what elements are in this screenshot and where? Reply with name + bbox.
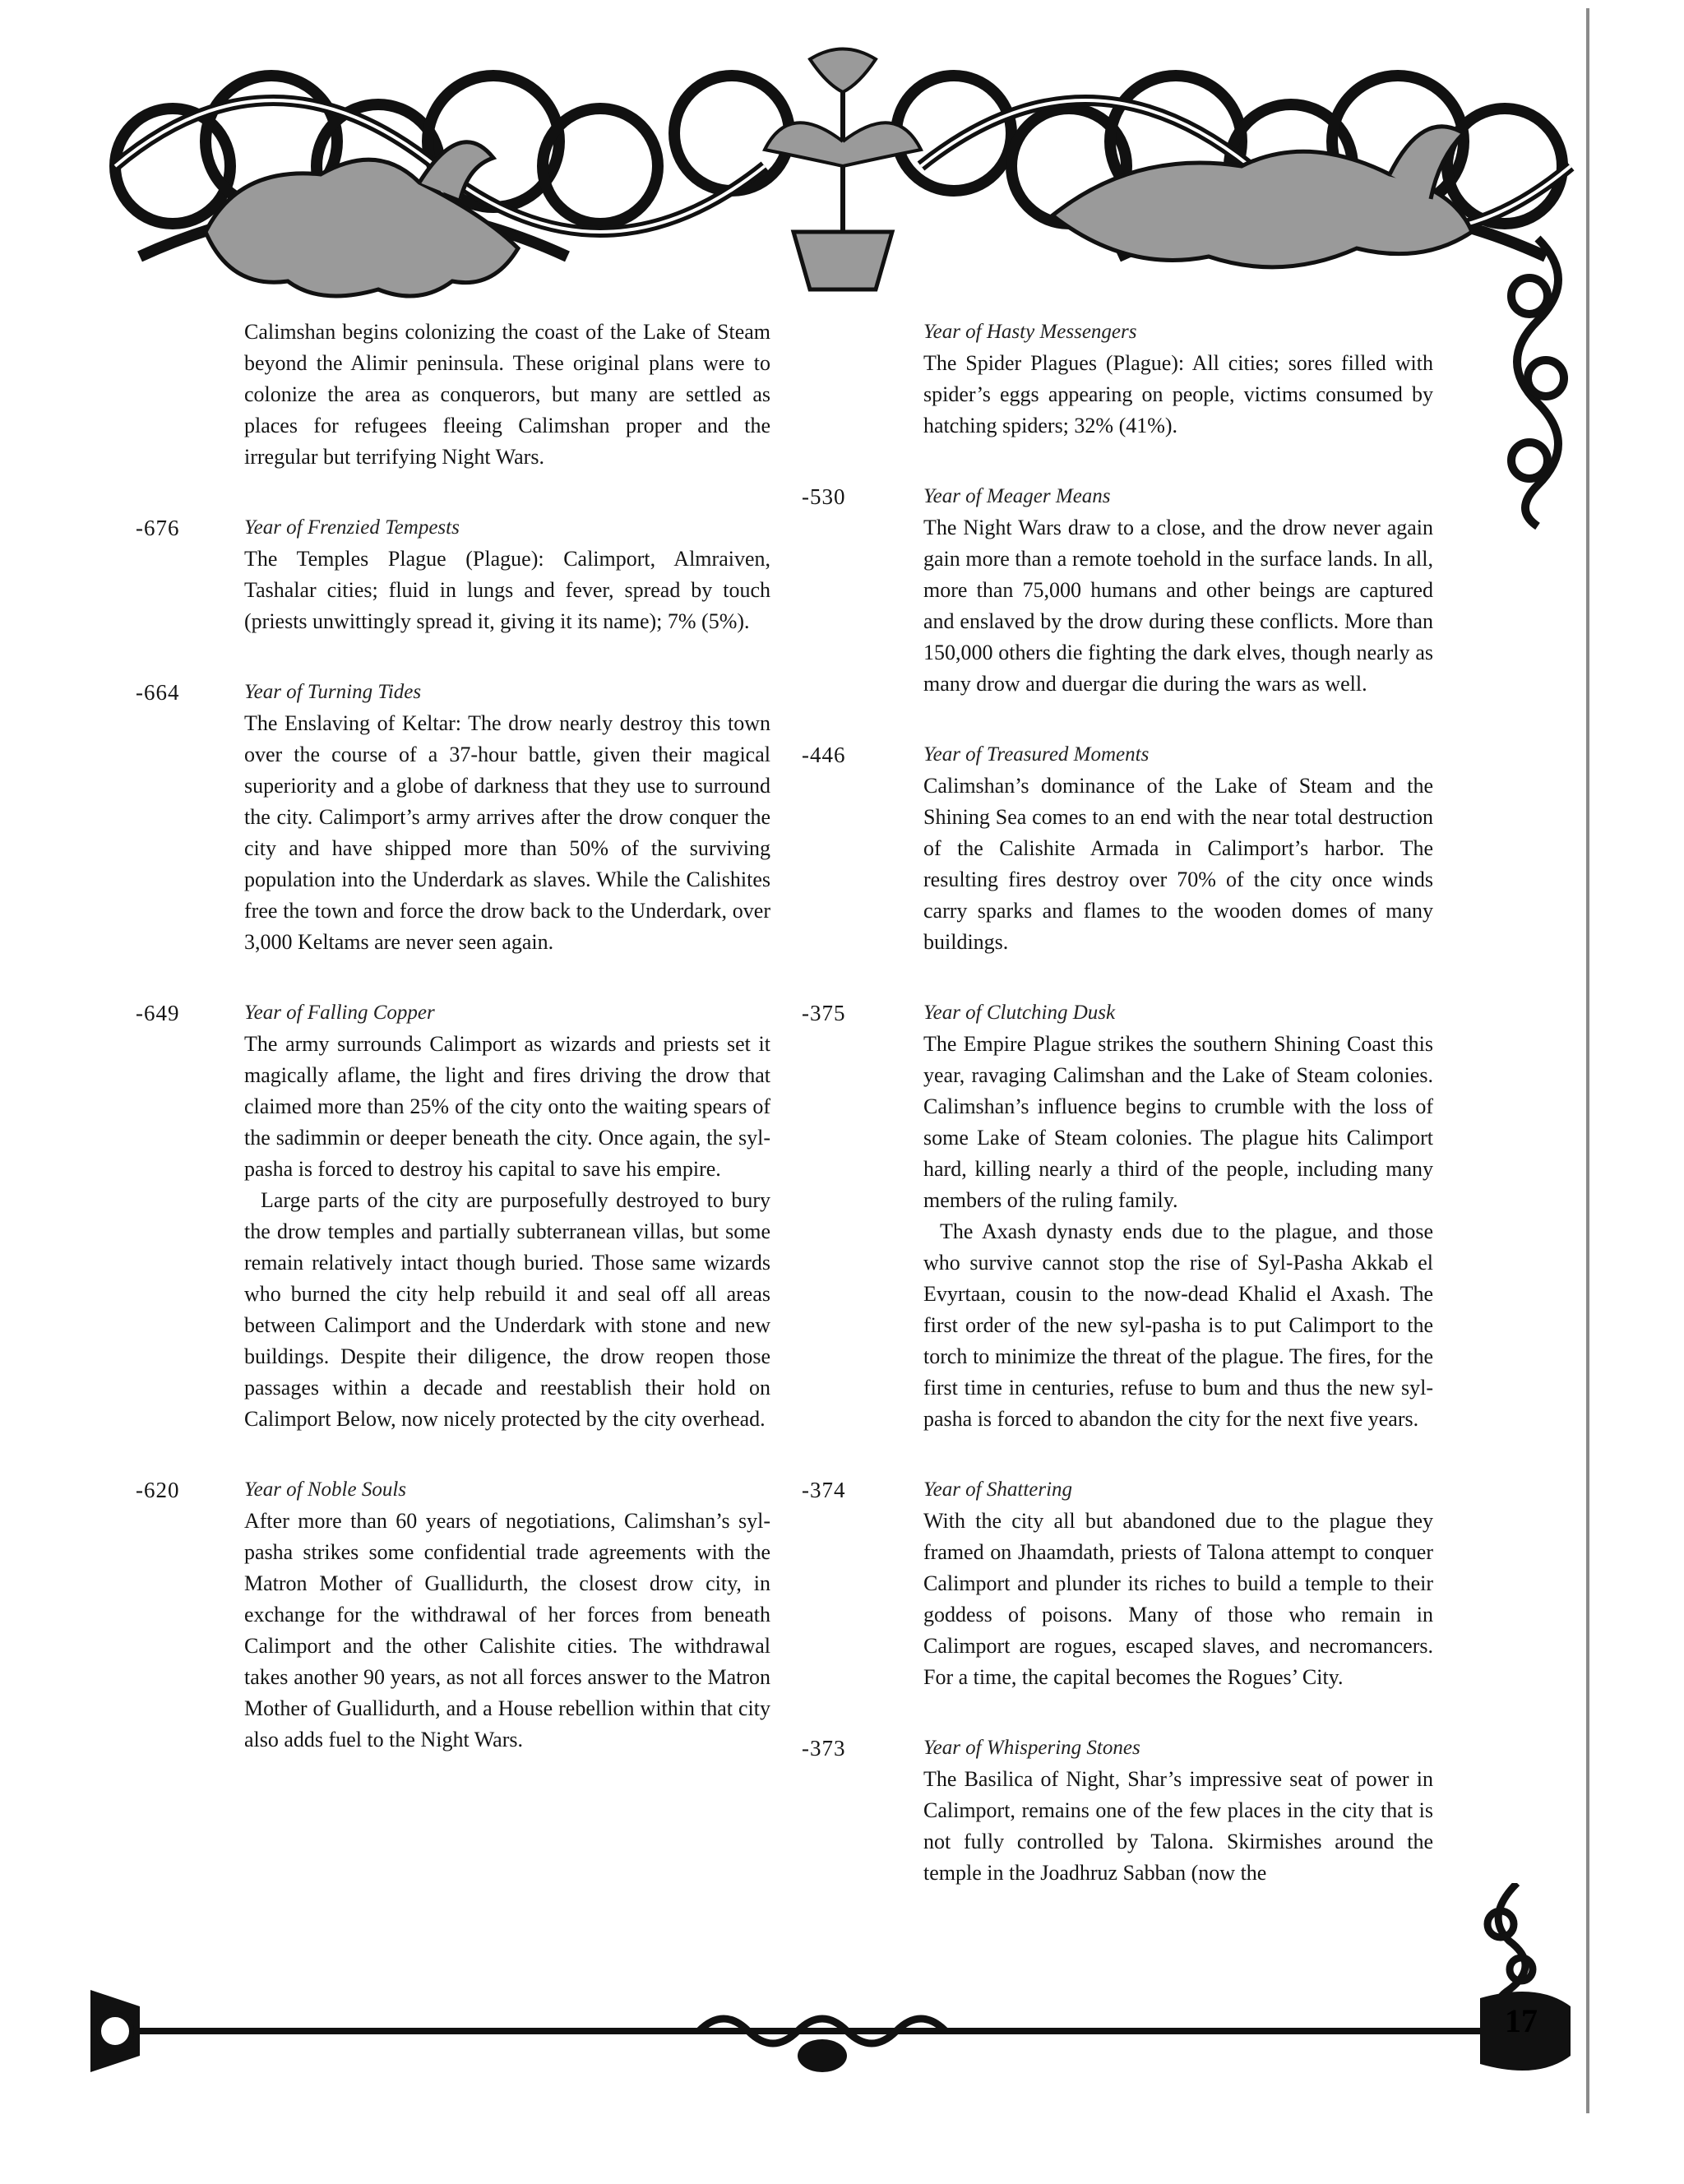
entry-paragraph: Calimshan’s dominance of the Lake of Steam and the Shining Sea comes to an end with the near total destruction of the Calishite Armada in Calimport’s harbor. The resulting fires destroy over 70% of the city once winds carry sparks and flames to the wooden domes of many buildings.	[923, 774, 1433, 954]
timeline-entry	[136, 677, 773, 958]
page-number: 17	[1505, 2002, 1538, 2039]
year-number: -375	[802, 1001, 846, 1025]
year-name: Year of Treasured Moments	[923, 743, 1150, 766]
year-number: -676	[136, 516, 180, 540]
timeline-entry	[802, 739, 1451, 958]
entry-paragraph: The Axash dynasty ends due to the plague, and those who survive cannot stop the rise of Syl-Pasha Akkab el Evyrtaan, cousin to the now-dead Khalid el Axash. The first order of the new syl-pasha is to put Calimport to the torch to minimize the threat of the plague. The fires, for the first time in centuries, refuse to bum and thus the new syl-pasha is forced to abandon the city for the next five years.	[923, 1219, 1433, 1431]
year-number: -373	[802, 1736, 846, 1761]
timeline-entry	[802, 997, 1451, 1435]
timeline-entry	[136, 1474, 773, 1756]
left-column	[136, 317, 773, 1795]
entry-paragraph: The Enslaving of Keltar: The drow nearly destroy this town over the course of a 37-hour battle, given their magical superiority and a globe of darkness that they use to surround the city. Calimport’s army arrives after the drow conquer the city and have shipped more than 50% of the surviving population into the Underdark as slaves. While the Calishites free the town and force the drow back to the Underdark, over 3,000 Keltams are never seen again.	[244, 711, 770, 954]
knotwork-dragon-banner	[107, 43, 1579, 339]
central-vase-ornament	[765, 49, 921, 290]
year-name: Year of Hasty Messengers	[923, 321, 1137, 343]
entry-paragraph: The Empire Plague strikes the southern Shining Coast this year, ravaging Calimshan and the Lake of Steam colonies. Calimshan’s influence begins to crumble with the loss of some Lake of Steam colonies. The plague hits Calimport hard, killing nearly a third of the people, including many members of the ruling family.	[923, 1032, 1433, 1212]
year-name: Year of Noble Souls	[244, 1478, 407, 1501]
year-number: -649	[136, 1001, 180, 1025]
year-number: -446	[802, 743, 846, 767]
year-number: -530	[802, 484, 846, 509]
entry-paragraph: The Basilica of Night, Shar’s impressive seat of power in Calimport, remains one of the few places in the city that is not fully controlled by Talona. Skirmishes around the temple in the Joadhruz Sabban (now the	[923, 1767, 1433, 1885]
bottom-ornamental-rule	[90, 1973, 1595, 2089]
timeline-entry	[802, 481, 1451, 700]
year-number: -374	[802, 1478, 846, 1502]
year-name: Year of Shattering	[923, 1478, 1073, 1501]
entry-paragraph: The Temples Plague (Plague): Calimport, Almraiven, Tashalar cities; fluid in lungs and fever, spread by touch (priests unwittingly spread it, giving it its name); 7% (5%).	[244, 547, 770, 633]
year-name: Year of Clutching Dusk	[923, 1002, 1116, 1024]
year-name: Year of Frenzied Tempests	[244, 516, 460, 539]
year-name: Year of Meager Means	[923, 485, 1111, 507]
right-column	[802, 317, 1451, 1928]
timeline-entry	[136, 997, 773, 1435]
entry-paragraph: With the city all but abandoned due to the plague they framed on Jhaamdath, priests of Talona attempt to conquer Calimport and plunder its riches to build a temple to their goddess of poisons. Many of those who remain in Calimport are rogues, escaped slaves, and necromancers. For a time, the capital becomes the Rogues’ City.	[923, 1509, 1433, 1689]
year-name: Year of Turning Tides	[244, 681, 422, 703]
year-name: Year of Whispering Stones	[923, 1737, 1140, 1759]
year-number: -620	[136, 1478, 180, 1502]
entry-paragraph: The army surrounds Calimport as wizards and priests set it magically aflame, the light and fires driving the drow that claimed more than 25% of the city onto the waiting spears of the sadimmin or deeper beneath the city. Once again, the syl-pasha is forced to destroy his capital to save his empire.	[244, 1032, 770, 1181]
right-scroll-flourish	[1480, 230, 1595, 534]
timeline-entry	[136, 317, 773, 473]
entry-paragraph: The Spider Plagues (Plague): All cities; sores filled with spider’s eggs appearing on people, victims consumed by hatching spiders; 32% (41%).	[923, 351, 1433, 437]
entry-paragraph: Calimshan begins colonizing the coast of the Lake of Steam beyond the Alimir peninsula. These original plans were to colonize the area as conquerors, but many are settled as places for refugees fleeing Calimshan proper and the irregular but terrifying Night Wars.	[244, 320, 770, 469]
entry-paragraph: After more than 60 years of negotiations, Calimshan’s syl-pasha strikes some confidential trade agreements with the Matron Mother of Guallidurth, the closest drow city, in exchange for the withdrawal of her forces from beneath Calimport and the other Calishite cities. The withdrawal takes another 90 years, as not all forces answer to the Matron Mother of Guallidurth, and a House rebellion within that city also adds fuel to the Night Wars.	[244, 1509, 770, 1751]
year-name: Year of Falling Copper	[244, 1002, 435, 1024]
entry-paragraph: The Night Wars draw to a close, and the drow never again gain more than a remote toehold in the surface lands. In all, more than 75,000 humans and other beings are captured and enslaved by the drow during these conflicts. More than 150,000 others die fighting the dark elves, though nearly as many drow and duergar die during the wars as well.	[923, 516, 1433, 696]
year-number: -664	[136, 680, 180, 705]
timeline-entry	[802, 1733, 1451, 1889]
timeline-entry	[802, 1474, 1451, 1693]
timeline-entry	[136, 512, 773, 637]
timeline-entry	[802, 317, 1451, 442]
entry-paragraph: Large parts of the city are purposefully destroyed to bury the drow temples and partially subterranean villas, but some remain relatively intact though buried. Those same wizards who burned the city help rebuild it and seal off all areas between Calimport and the Underdark with stone and new buildings. Despite their diligence, the drow reopen those passages within a decade and reestablish their hold on Calimport Below, now nicely protected by the city overhead.	[244, 1188, 770, 1431]
left-dragon-figure	[206, 160, 518, 296]
